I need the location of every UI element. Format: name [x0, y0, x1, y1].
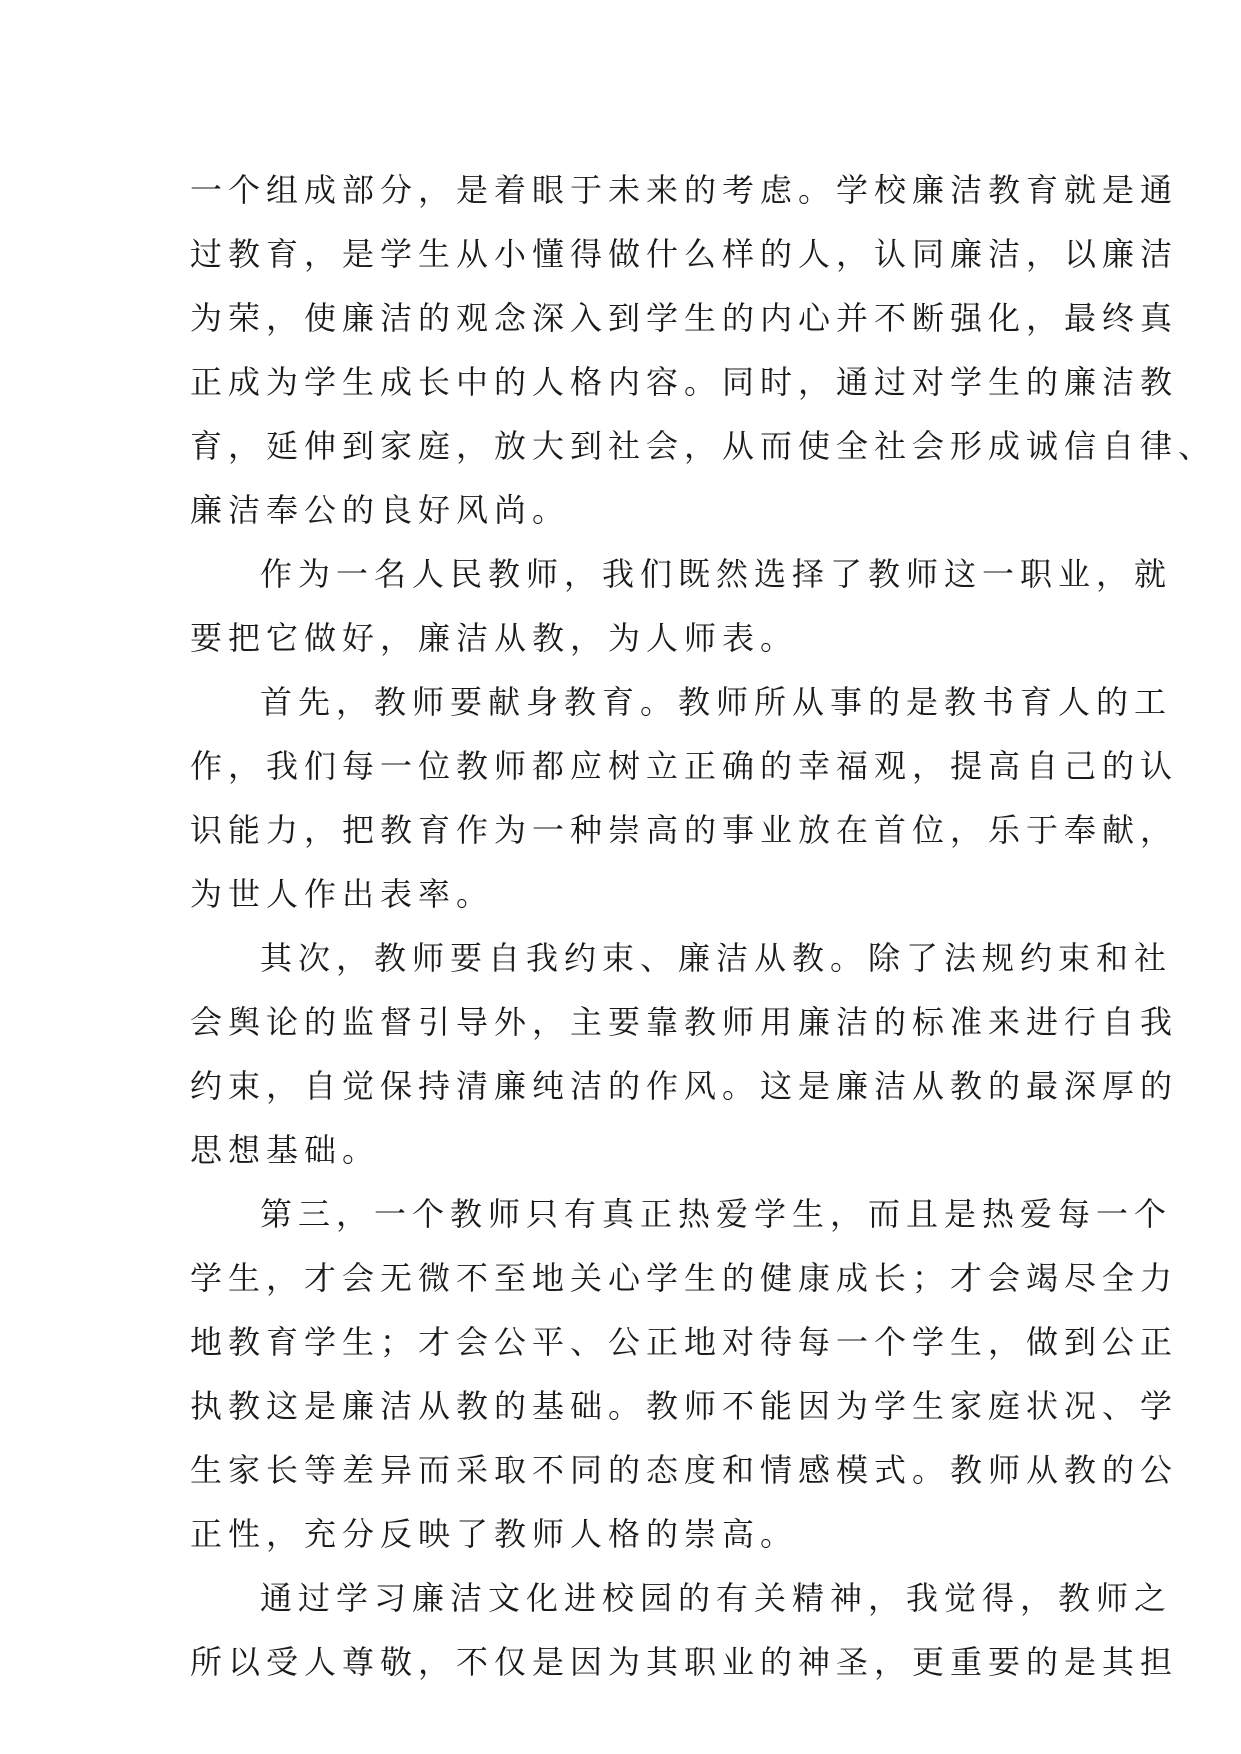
text-line: 识能力，把教育作为一种崇高的事业放在首位，乐于奉献， — [190, 811, 1179, 849]
text-line: 一个组成部分，是着眼于未来的考虑。学校廉洁教育就是通 — [190, 171, 1179, 209]
text-line: 要把它做好，廉洁从教，为人师表。 — [190, 619, 799, 657]
text-line: 第三，一个教师只有真正热爱学生，而且是热爱每一个 — [260, 1195, 1173, 1233]
paragraph — [190, 542, 1190, 670]
text-line: 会舆论的监督引导外，主要靠教师用廉洁的标准来进行自我 — [190, 1003, 1179, 1041]
text-line: 其次，教师要自我约束、廉洁从教。除了法规约束和社 — [260, 939, 1173, 977]
text-line: 廉洁奉公的良好风尚。 — [190, 491, 571, 529]
text-line: 为世人作出表率。 — [190, 875, 495, 913]
text-line: 生家长等差异而采取不同的态度和情感模式。教师从教的公 — [190, 1451, 1179, 1489]
text-line: 正性，充分反映了教师人格的崇高。 — [190, 1515, 799, 1553]
paragraph — [190, 1182, 1190, 1566]
text-line: 地教育学生；才会公平、公正地对待每一个学生，做到公正 — [190, 1323, 1179, 1361]
text-line: 执教这是廉洁从教的基础。教师不能因为学生家庭状况、学 — [190, 1387, 1179, 1425]
text-line: 正成为学生成长中的人格内容。同时，通过对学生的廉洁教 — [190, 363, 1179, 401]
text-line: 通过学习廉洁文化进校园的有关精神，我觉得，教师之 — [260, 1579, 1173, 1617]
text-line: 思想基础。 — [190, 1131, 381, 1169]
text-line: 学生，才会无微不至地关心学生的健康成长；才会竭尽全力 — [190, 1259, 1179, 1297]
text-line: 作，我们每一位教师都应树立正确的幸福观，提高自己的认 — [190, 747, 1179, 785]
text-line: 为荣，使廉洁的观念深入到学生的内心并不断强化，最终真 — [190, 299, 1179, 337]
paragraph — [190, 926, 1190, 1182]
paragraph — [190, 1566, 1190, 1694]
text-line: 作为一名人民教师，我们既然选择了教师这一职业，就 — [260, 555, 1173, 593]
text-line: 所以受人尊敬，不仅是因为其职业的神圣，更重要的是其担 — [190, 1643, 1179, 1681]
text-line: 约束，自觉保持清廉纯洁的作风。这是廉洁从教的最深厚的 — [190, 1067, 1179, 1105]
paragraph — [190, 158, 1217, 542]
paragraph — [190, 670, 1190, 926]
text-line: 首先，教师要献身教育。教师所从事的是教书育人的工 — [260, 683, 1173, 721]
text-line: 过教育，是学生从小懂得做什么样的人，认同廉洁，以廉洁 — [190, 235, 1179, 273]
text-line: 育，延伸到家庭，放大到社会，从而使全社会形成诚信自律、 — [190, 427, 1217, 465]
document-body — [190, 158, 1217, 1694]
